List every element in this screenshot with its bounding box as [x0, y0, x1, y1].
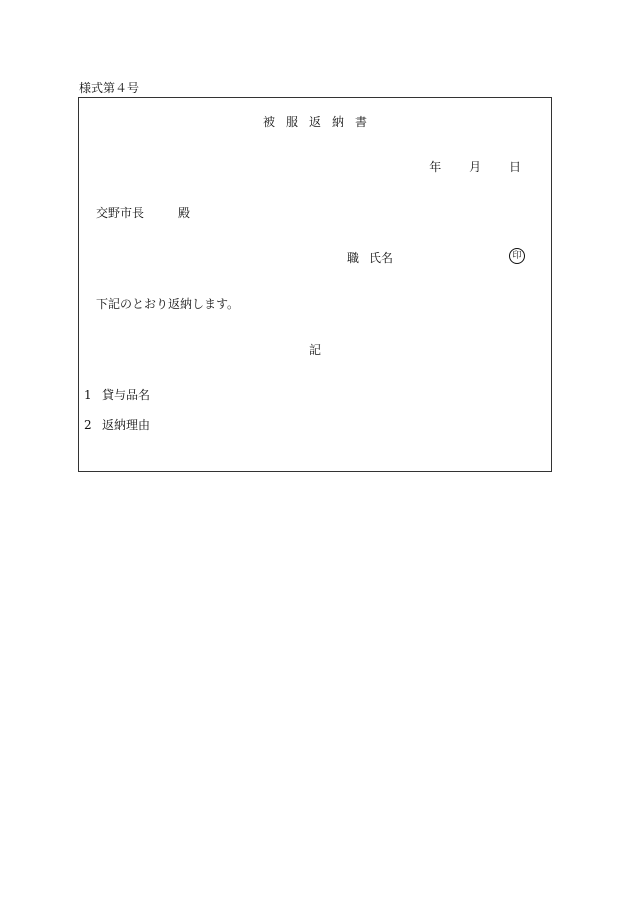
item-label: 貸与品名: [102, 388, 151, 402]
addressee-name: 交野市長: [96, 206, 145, 220]
ki-heading: 記: [308, 343, 321, 357]
day-label: 日: [508, 160, 521, 174]
return-form: [78, 97, 552, 472]
form-title: 被服返納書: [262, 115, 378, 129]
addressee-honorific: 殿: [178, 206, 191, 220]
date-row: [429, 160, 521, 174]
staff-row: [347, 251, 393, 265]
name-label: 氏名: [369, 251, 394, 265]
item-label: 返納理由: [102, 418, 151, 432]
month-label: 月: [469, 160, 482, 174]
list-item: [84, 418, 150, 432]
position-label: 職: [347, 251, 360, 265]
addressee: [96, 206, 190, 220]
item-number: 2: [84, 418, 92, 432]
statement-text: 下記のとおり返納します。: [96, 297, 240, 311]
seal-mark: 印: [509, 248, 525, 264]
item-number: 1: [84, 388, 92, 402]
list-item: [84, 388, 150, 402]
year-label: 年: [429, 160, 442, 174]
form-number: 様式第４号: [79, 81, 140, 95]
